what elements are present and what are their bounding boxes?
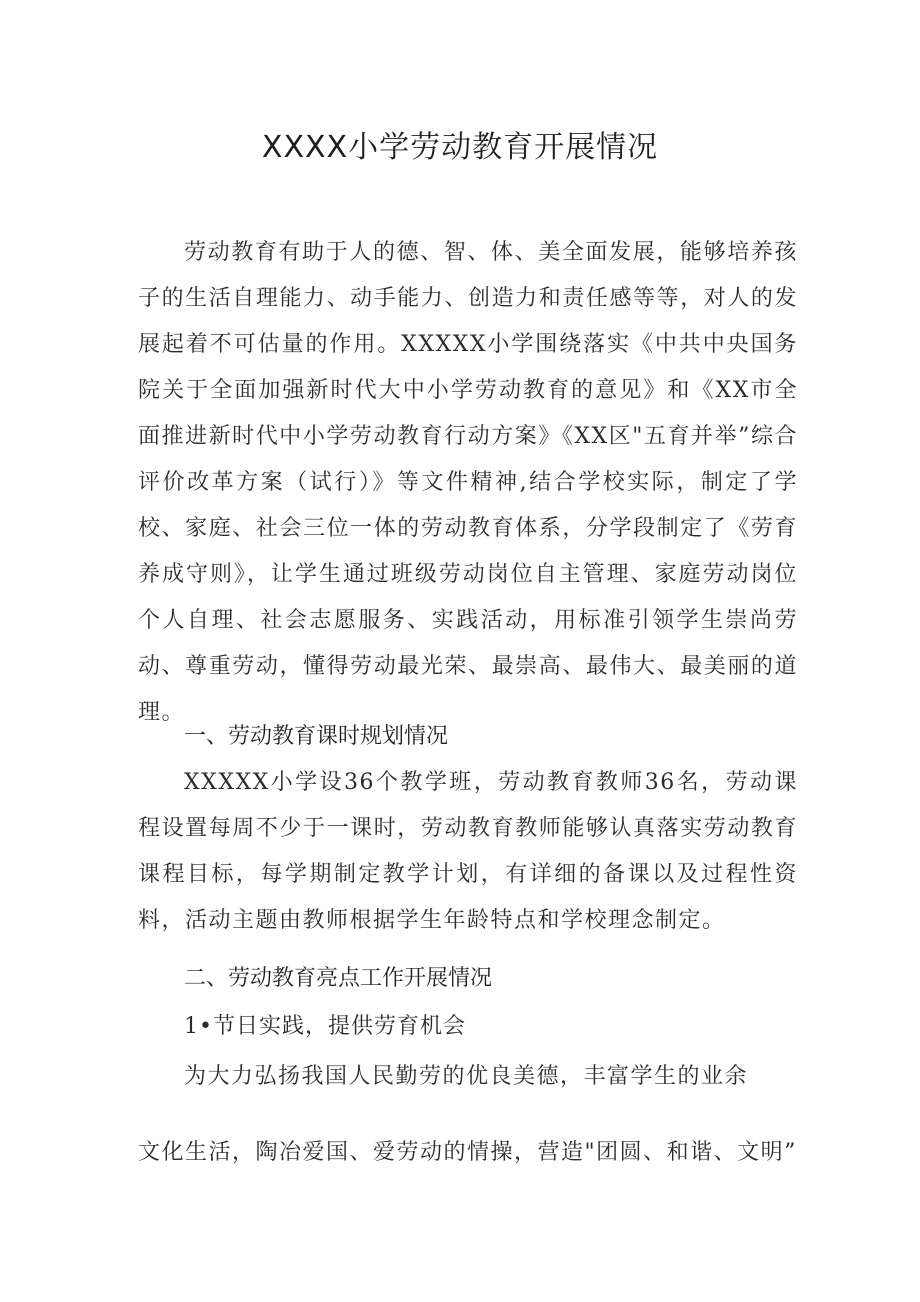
- intro-section: [138, 230, 798, 736]
- section-2-paragraph-line-2: 文化生活，陶冶爱国、爱劳动的情操，营造"团圆、和谐、文明”: [138, 1140, 797, 1165]
- section-2-body-bottom: [138, 1130, 798, 1176]
- section-2: [138, 956, 798, 1002]
- section-1-paragraph: XXXXX小学设36个教学班，劳动教育教师36名，劳动课程设置每周不少于一课时，劳动教育教师能够认真落实劳动教育课程目标，每学期制定教学计划，有详细的备课以及过程性资料，活动主题由教师根据学生年龄特点和学校理念制定。: [138, 770, 798, 933]
- section-1-body: [138, 760, 798, 944]
- section-1-heading: 一、劳动教育课时规划情况: [184, 724, 449, 749]
- section-2-body-top: [138, 1054, 798, 1100]
- section-1: [138, 714, 798, 760]
- document-title: XXXX小学劳动教育开展情况: [261, 130, 659, 165]
- section-2-sub-1: [138, 1004, 798, 1050]
- section-2-heading: 二、劳动教育亮点工作开展情况: [184, 966, 493, 991]
- intro-paragraph: 劳动教育有助于人的德、智、体、美全面发展，能够培养孩子的生活自理能力、动手能力、创造力和责任感等等，对人的发展起着不可估量的作用。XXXXX小学围绕落实《中共中央国务院关于全面加强新时代大中小学劳动教育的意见》和《XX市全面推进新时代中小学劳动教育行动方案》《XX区"五育并举”综合评价改革方案（试行）》等文件精神,结合学校实际，制定了学校、家庭、社会三位一体的劳动教育体系，分学段制定了《劳育养成守则》，让学生通过班级劳动岗位自主管理、家庭劳动岗位个人自理、社会志愿服务、实践活动，用标准引领学生崇尚劳动、尊重劳动，懂得劳动最光荣、最崇高、最伟大、最美丽的道理。: [138, 240, 798, 725]
- section-2-subheading-1: 1•节日实践，提供劳育机会: [184, 1014, 466, 1039]
- section-2-paragraph-line-1: 为大力弘扬我国人民勤劳的优良美德，丰富学生的业余: [184, 1064, 749, 1089]
